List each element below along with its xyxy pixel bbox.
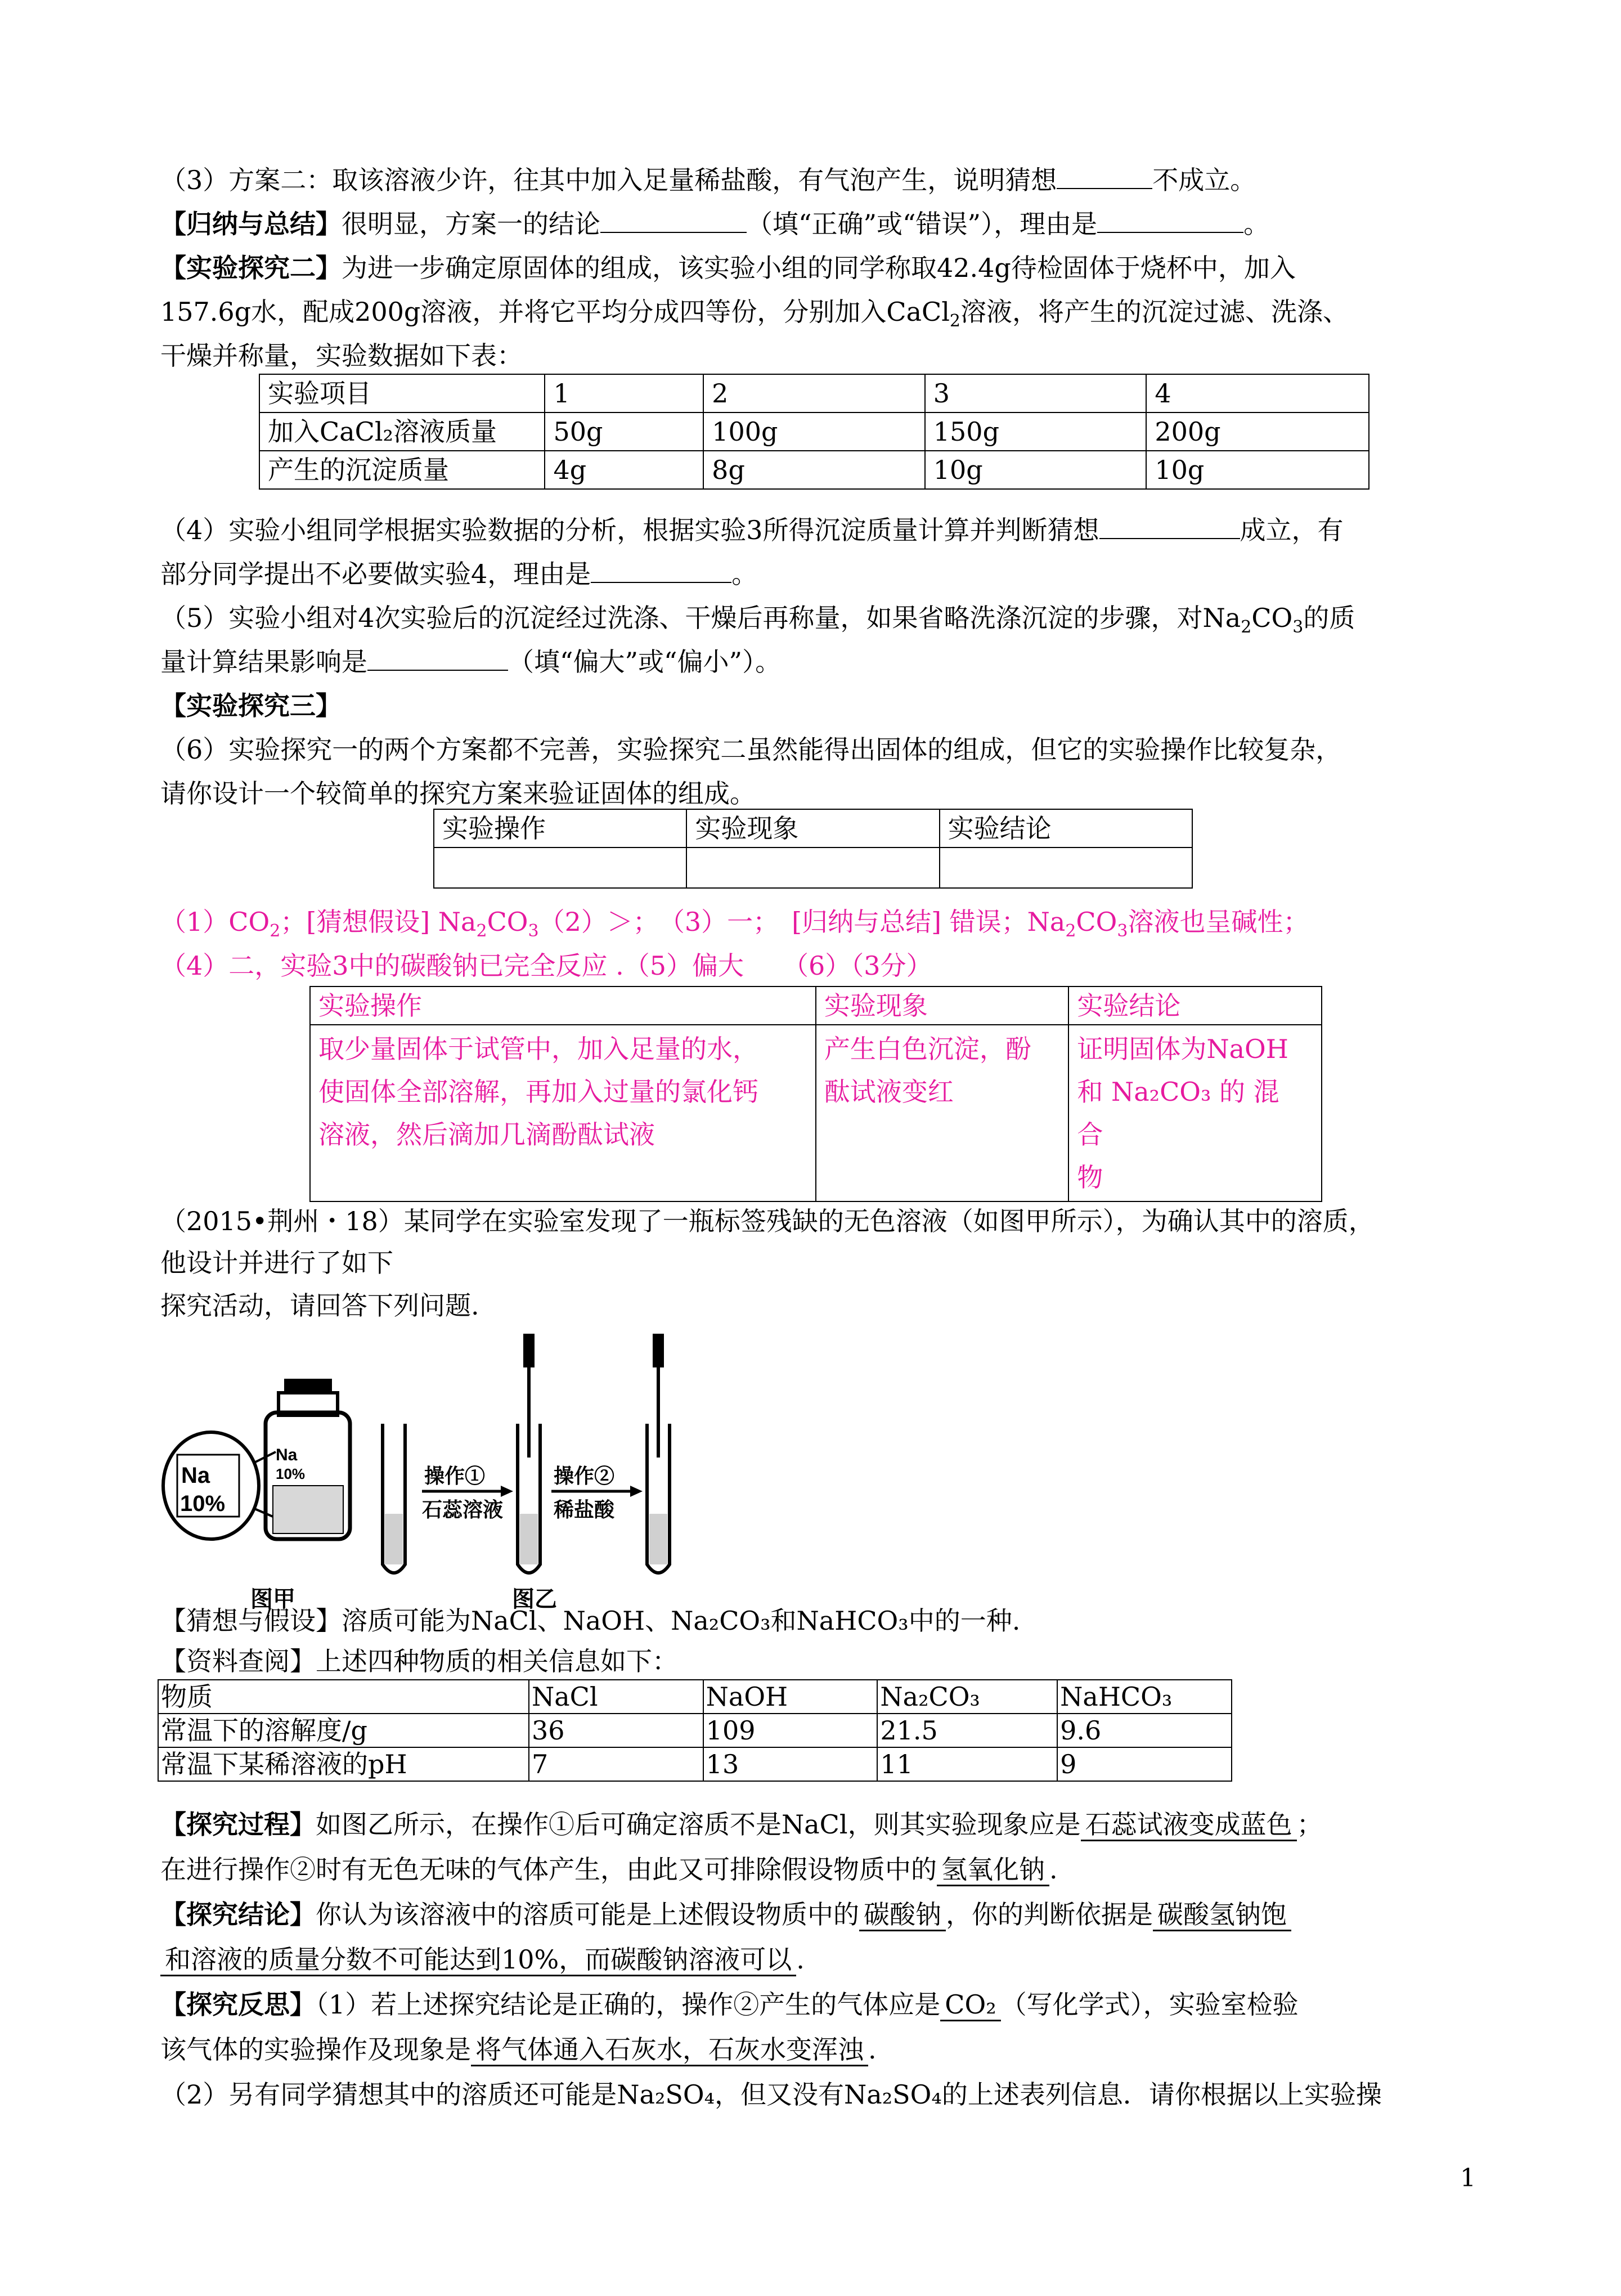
process-text: 在进行操作②时有无色无味的气体产生，由此又可排除假设物质中的: [160, 1854, 937, 1885]
cell-line: 和 Na₂CO₃ 的 混 合: [1077, 1077, 1279, 1150]
experiment-figure: [158, 1322, 720, 1615]
subscript: 3: [1292, 617, 1304, 638]
exp2-text: 干燥并称量，实验数据如下表：: [160, 340, 523, 371]
summary-line: [160, 207, 1269, 241]
filled-answer: 碳酸钠: [859, 1899, 946, 1931]
table-header: 实验操作: [310, 986, 816, 1025]
hypothesis-text: 溶质可能为NaCl、NaOH、Na₂CO₃和NaHCO₃中的一种.: [342, 1606, 1021, 1636]
table-cell: 1: [545, 374, 703, 412]
filled-answer: 将气体通入石灰水，石灰水变浑浊: [471, 2034, 868, 2066]
q2015-line2: 他设计并进行了如下: [160, 1248, 393, 1278]
table-cell: 常温下的溶解度/g: [158, 1714, 529, 1747]
step-label: 石蕊溶液: [422, 1498, 504, 1521]
table-cell: 9.6: [1057, 1714, 1232, 1747]
cell-line: 溶液，然后滴加几滴酚酞试液: [318, 1119, 655, 1150]
reflection-text: （1）若上述探究结论是正确的，操作②产生的气体应是: [316, 1989, 941, 2020]
answer-text: 溶液也呈碱性；: [1128, 907, 1309, 937]
table-cell: 4g: [545, 451, 703, 489]
reflection-line3: （2）另有同学猜想其中的溶质还可能是Na₂SO₄，但又没有Na₂SO₄的上述表列信息．请你根据以上实验操: [160, 2079, 1382, 2110]
step-label: 操作①: [424, 1464, 486, 1487]
page-number: 1: [1460, 2164, 1476, 2192]
table-row: [310, 986, 1322, 1025]
reference-text: 上述四种物质的相关信息如下：: [316, 1646, 678, 1676]
table-row: [158, 1747, 1232, 1781]
q5-text: CO: [1251, 603, 1293, 633]
table-cell: 实验项目: [259, 374, 545, 412]
reflection-text: （写化学式），实验室检验: [1000, 1989, 1299, 2020]
table-cell: 10g: [1146, 451, 1369, 489]
conclusion-line1: [160, 1898, 1291, 1931]
figure-caption: 图甲: [250, 1587, 295, 1612]
reflection-line1: [160, 1988, 1299, 2021]
table-cell: 3: [925, 374, 1147, 412]
q4-text: 。: [731, 559, 758, 589]
answer-blank[interactable]: [591, 559, 731, 583]
table-cell: 2: [703, 374, 925, 412]
exp2-text: 157.6g水，配成200g溶液，并将它平均分成四等份，分别加入CaCl: [160, 297, 950, 327]
table-cell: 21.5: [877, 1714, 1057, 1747]
q2015-line3: 探究活动，请回答下列问题.: [160, 1290, 479, 1321]
table-cell: 13: [703, 1747, 878, 1781]
properties-table: [158, 1679, 1232, 1782]
table-cell: 11: [877, 1747, 1057, 1781]
q5-text: 量计算结果影响是: [160, 647, 367, 677]
section-tag: 【实验探究二】: [160, 253, 342, 283]
table-row: [158, 1714, 1232, 1747]
label-text: Na: [276, 1446, 298, 1464]
answer-text: ；[猜想假设] Na: [280, 907, 477, 937]
answer-blank[interactable]: [1057, 165, 1152, 189]
table-cell: 10g: [925, 451, 1147, 489]
label-text: 10%: [180, 1491, 226, 1516]
section-tag: 【探究过程】: [160, 1809, 316, 1840]
process-line1: [160, 1808, 1323, 1841]
q4-line2: [160, 557, 757, 591]
q4-text: （4）实验小组同学根据实验数据的分析，根据实验3所得沉淀质量计算并判断猜想: [160, 515, 1099, 545]
q5-text: 的质: [1303, 603, 1355, 633]
subscript: 3: [1117, 921, 1128, 941]
experiment-data-table: [259, 374, 1369, 490]
filled-answer: CO₂: [940, 1989, 1000, 2021]
answer-blank[interactable]: [600, 209, 747, 233]
subscript: 3: [528, 921, 539, 941]
table-row: [434, 847, 1192, 888]
reference-line: [160, 1644, 678, 1678]
process-text: 如图乙所示，在操作①后可确定溶质不是NaCl，则其实验现象应是: [316, 1809, 1081, 1840]
q4-line1: [160, 513, 1344, 547]
filled-answer: 氢氧化钠: [937, 1854, 1049, 1886]
exp2-line2: [160, 295, 1349, 329]
process-line2: [160, 1853, 1058, 1886]
table-cell: 物质: [158, 1680, 529, 1714]
process-text: ；: [1296, 1809, 1323, 1840]
table-cell: 100g: [703, 412, 925, 451]
table-cell: [1068, 1025, 1322, 1201]
cell-line: 取少量固体于试管中，加入足量的水，: [318, 1034, 758, 1064]
answer-blank[interactable]: [367, 647, 508, 671]
label-text: 10%: [276, 1465, 306, 1482]
q2015-line1: （2015•荆州・18）某同学在实验室发现了一瓶标签残缺的无色溶液（如图甲所示），为确认其中的溶质，: [160, 1206, 1375, 1236]
summary-text-2: （填“正确”或“错误”），理由是: [747, 209, 1098, 239]
filled-answer: 石蕊试液变成蓝色: [1081, 1809, 1297, 1841]
step-label: 稀盐酸: [554, 1498, 615, 1521]
table-cell: 109: [703, 1714, 878, 1747]
table-cell: [310, 1025, 816, 1201]
filled-answer: 和溶液的质量分数不可能达到10%，而碳酸钠溶液可以: [160, 1944, 796, 1976]
hypothesis-line: [160, 1604, 1020, 1638]
table-row: [434, 809, 1192, 847]
table-cell: 150g: [925, 412, 1147, 451]
answer-line1: [160, 905, 1309, 939]
cell-line: 物: [1077, 1162, 1103, 1192]
answer-line2: （4）二，实验3中的碳酸钠已完全反应 .（5）偏大 （6）（3分）: [160, 950, 932, 981]
table-cell: [816, 1025, 1069, 1201]
reflection-line2: [160, 2033, 877, 2066]
table-cell[interactable]: [686, 847, 939, 888]
table-header: 实验现象: [686, 809, 939, 847]
table-cell: 7: [529, 1747, 703, 1781]
q3-text: （3）方案二：取该溶液少许，往其中加入足量稀盐酸，有气泡产生，说明猜想: [160, 165, 1057, 195]
subscript: 2: [1065, 921, 1076, 941]
table-header: 实验现象: [816, 986, 1069, 1025]
table-row: [310, 1025, 1322, 1201]
table-cell: 200g: [1146, 412, 1369, 451]
cell-line: 使固体全部溶解，再加入过量的氯化钙: [318, 1077, 758, 1107]
answer-blank[interactable]: [1097, 209, 1243, 233]
section-tag: 【探究结论】: [160, 1899, 316, 1930]
table-cell: 9: [1057, 1747, 1232, 1781]
table-cell: NaOH: [703, 1680, 878, 1714]
q4-text: 部分同学提出不必要做实验4，理由是: [160, 559, 591, 589]
table-row: [259, 412, 1369, 451]
section-tag: 【探究反思】: [160, 1989, 316, 2020]
conclusion-text: ，你的判断依据是: [946, 1899, 1153, 1930]
table-row: [158, 1680, 1232, 1714]
exp3-tag: 【实验探究三】: [160, 690, 342, 721]
process-text: .: [1049, 1854, 1058, 1885]
q5-text: （填“偏大”或“偏小”）。: [508, 647, 782, 677]
cell-line: 证明固体为NaOH: [1077, 1034, 1288, 1064]
reflection-text: 该气体的实验操作及现象是: [160, 2034, 471, 2065]
table-header: 实验结论: [1068, 986, 1322, 1025]
table-header: 实验结论: [940, 809, 1192, 847]
q5-text: （5）实验小组对4次实验后的沉淀经过洗涤、干燥后再称量，如果省略洗涤沉淀的步骤，对Na: [160, 603, 1241, 633]
table-cell: 产生的沉淀质量: [259, 451, 545, 489]
subscript: 2: [949, 311, 961, 331]
label-text: Na: [181, 1463, 210, 1488]
q3-line: [160, 163, 1256, 197]
q6-line1: （6）实验探究一的两个方案都不完善，实验探究二虽然能得出固体的组成，但它的实验操作比较复杂，: [160, 734, 1342, 765]
cell-line: 酞试液变红: [824, 1077, 954, 1107]
summary-text: 很明显，方案一的结论: [342, 209, 600, 239]
subscript: 2: [270, 921, 281, 941]
conclusion-text: .: [796, 1944, 805, 1975]
section-tag: 【猜想与假设】: [160, 1606, 342, 1636]
table-row: [259, 451, 1369, 489]
filled-answer: 碳酸氢钠饱: [1153, 1899, 1291, 1931]
answer-blank[interactable]: [1099, 515, 1240, 539]
design-table: [433, 809, 1193, 889]
summary-end: 。: [1243, 209, 1270, 239]
conclusion-line2: [160, 1943, 805, 1976]
figure-caption: 图乙: [512, 1587, 557, 1612]
table-cell: 8g: [703, 451, 925, 489]
table-header: 实验操作: [434, 809, 686, 847]
q6-line2: 请你设计一个较简单的探究方案来验证固体的组成。: [160, 778, 756, 809]
q4-text: 成立，有: [1240, 515, 1344, 545]
answer-text: （2）＞； （3）一； [归纳与总结] 错误；Na: [538, 907, 1066, 937]
section-tag: 【资料查阅】: [160, 1646, 316, 1676]
answer-text: （1）CO: [160, 907, 270, 937]
answer-table: [309, 986, 1322, 1202]
answer-text: CO: [1076, 907, 1117, 937]
table-cell: 36: [529, 1714, 703, 1747]
table-row: [259, 374, 1369, 412]
subscript: 2: [476, 921, 487, 941]
q5-line2: [160, 645, 781, 679]
table-cell: 50g: [545, 412, 703, 451]
bottle-illustration: [163, 1379, 350, 1612]
reflection-text: .: [868, 2034, 877, 2065]
table-cell: 4: [1146, 374, 1369, 412]
conclusion-text: 你认为该溶液中的溶质可能是上述假设物质中的: [316, 1899, 859, 1930]
table-cell: NaHCO₃: [1057, 1680, 1232, 1714]
table-cell[interactable]: [940, 847, 1192, 888]
table-cell: Na₂CO₃: [877, 1680, 1057, 1714]
table-cell: 常温下某稀溶液的pH: [158, 1747, 529, 1781]
subscript: 2: [1241, 617, 1252, 638]
exp2-line3: [160, 339, 523, 373]
step-label: 操作②: [554, 1464, 615, 1487]
exp2-line1: [160, 251, 1296, 285]
test-tube-sequence: [383, 1334, 670, 1612]
cell-line: 产生白色沉淀，酚: [824, 1034, 1031, 1064]
answer-text: CO: [487, 907, 528, 937]
table-cell: 加入CaCl₂溶液质量: [259, 412, 545, 451]
q5-line1: [160, 601, 1355, 638]
q3-text-end: 不成立。: [1152, 165, 1256, 195]
exp2-text: 为进一步确定原固体的组成，该实验小组的同学称取42.4g待检固体于烧杯中，加入: [342, 253, 1296, 283]
section-tag: 【归纳与总结】: [160, 209, 342, 239]
table-cell: NaCl: [529, 1680, 703, 1714]
exp2-text: 溶液，将产生的沉淀过滤、洗涤、: [960, 297, 1349, 327]
table-cell[interactable]: [434, 847, 686, 888]
